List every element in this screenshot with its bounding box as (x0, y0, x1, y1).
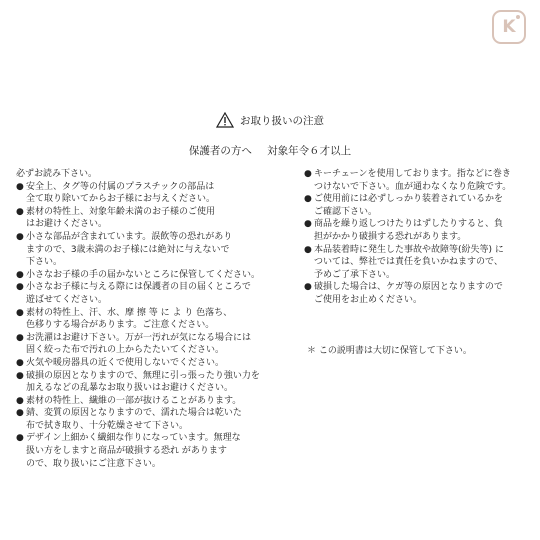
caution-item-text: 破損した場合は、ケガ等の原因となりますので ご使用をお止めください。 (314, 282, 503, 305)
bullet-dot-icon: ● (304, 244, 312, 255)
title-text: お取り扱いの注意 (240, 114, 324, 127)
bullet-dot-icon: ● (16, 332, 24, 343)
caution-item (16, 181, 268, 206)
right-caution-list (304, 168, 526, 307)
bullet-dot-icon: ● (16, 282, 24, 293)
warning-triangle-icon (216, 112, 234, 128)
bullet-dot-icon: ● (16, 433, 24, 444)
left-caution-list (16, 181, 268, 471)
caution-item (304, 218, 526, 243)
caution-item (16, 407, 268, 432)
caution-item-text: 素材の特性上、繊維の一部が抜けることがあります。 (26, 395, 242, 406)
caution-item (16, 332, 268, 357)
caution-item (16, 432, 268, 470)
caution-item (16, 370, 268, 395)
brand-logo-dot (516, 15, 520, 19)
caution-item (16, 281, 268, 306)
left-caution-column (16, 168, 268, 470)
caution-item-text: 安全上、タグ等の付属のプラスチックの部品は 全て取り除いてからお子様にお与えください。 (26, 181, 216, 205)
caution-item-text: 素材の特性上、対象年齢未満のお子様のご使用 はお避けください。 (26, 206, 216, 230)
caution-item (16, 206, 268, 231)
bullet-dot-icon: ● (304, 194, 312, 205)
caution-item-text: お洗濯はお避け下さい。万が一汚れが気になる場合には 固く絞った布で汚れの上からたたいてください。 (26, 332, 252, 356)
right-caution-column (304, 168, 526, 307)
caution-item-text: キーチェーンを使用しております。指などに巻き つけないで下さい。血が通わなくなり危険です。 (314, 169, 512, 192)
caution-item (304, 168, 526, 193)
caution-item (304, 193, 526, 218)
caution-item-text: 小さな部品が含まれています。誤飲等の恐れがあり ますので、3歳未満のお子様には絶対に与えないで 下さい。 (26, 231, 233, 268)
target-age-label: 対象年令６才以上 (267, 145, 352, 157)
caution-item (16, 395, 268, 408)
caution-item-text: 小さなお子様に与える際には保護者の目の届くところで 遊ばせてください。 (26, 282, 251, 305)
footnote: ＊ この説明書は大切に保管して下さい。 (307, 346, 472, 356)
bullet-dot-icon: ● (16, 307, 24, 318)
bullet-dot-icon: ● (16, 395, 24, 406)
caution-item-text: 商品を繰り返しつけたりはずしたりすると、負 担がかかり破損する恐れがあります。 (314, 219, 504, 242)
brand-logo-badge (492, 10, 526, 44)
bullet-dot-icon: ● (16, 181, 24, 192)
instructions-title (0, 112, 540, 128)
caution-item-text: ご使用前には必ずしっかり装着されているかを ご確認下さい。 (314, 194, 504, 217)
caution-item-text: 素材の特性上、汗、水、摩 擦 等 に よ り 色落ち、 色移りする場合があります。ご注意ください。 (26, 307, 233, 331)
brand-logo-letter: K (502, 17, 516, 37)
bullet-dot-icon: ● (304, 219, 312, 230)
audience-line (0, 143, 540, 158)
caution-item (16, 357, 268, 370)
caution-item-text: 火気や暖房器具の近くで使用しないでください。 (26, 357, 225, 368)
bullet-dot-icon: ● (16, 370, 24, 381)
bullet-dot-icon: ● (16, 408, 24, 419)
caution-item (304, 244, 526, 282)
caution-item-text: 本品装着時に発生した事故や故障等(紛失等) に ついては、弊社では責任を負いかねますので、 予めご了承下さい。 (314, 244, 504, 280)
caution-item (16, 307, 268, 332)
audience-label: 保護者の方へ (188, 145, 252, 157)
caution-item (16, 269, 268, 282)
bullet-dot-icon: ● (16, 269, 24, 280)
caution-item (304, 281, 526, 306)
caution-item-text: 破損の原因となりますので、無理に引っ張ったり強い力を 加えるなどの乱暴なお取り扱いはお避けください。 (26, 370, 260, 394)
bullet-dot-icon: ● (16, 206, 24, 217)
bullet-dot-icon: ● (16, 231, 24, 242)
caution-item (16, 231, 268, 269)
caution-item-text: 小さなお子様の手の届かないところに保管してください。 (26, 269, 261, 280)
bullet-dot-icon: ● (304, 169, 312, 179)
read-notice: 必ずお読み下さい。 (16, 169, 98, 179)
caution-item-text: 錆、変質の原因となりますので、濡れた場合は乾いた 布で拭き取り、十分乾燥させて下さい。 (26, 408, 242, 431)
bullet-dot-icon: ● (304, 282, 312, 293)
bullet-dot-icon: ● (16, 357, 24, 368)
caution-item-text: デザイン上細かく繊細な作りになっています。無理な 扱い方をしますと商品が破損する恐れ があります ので、取り扱いにご注意下さい。 (26, 433, 241, 469)
